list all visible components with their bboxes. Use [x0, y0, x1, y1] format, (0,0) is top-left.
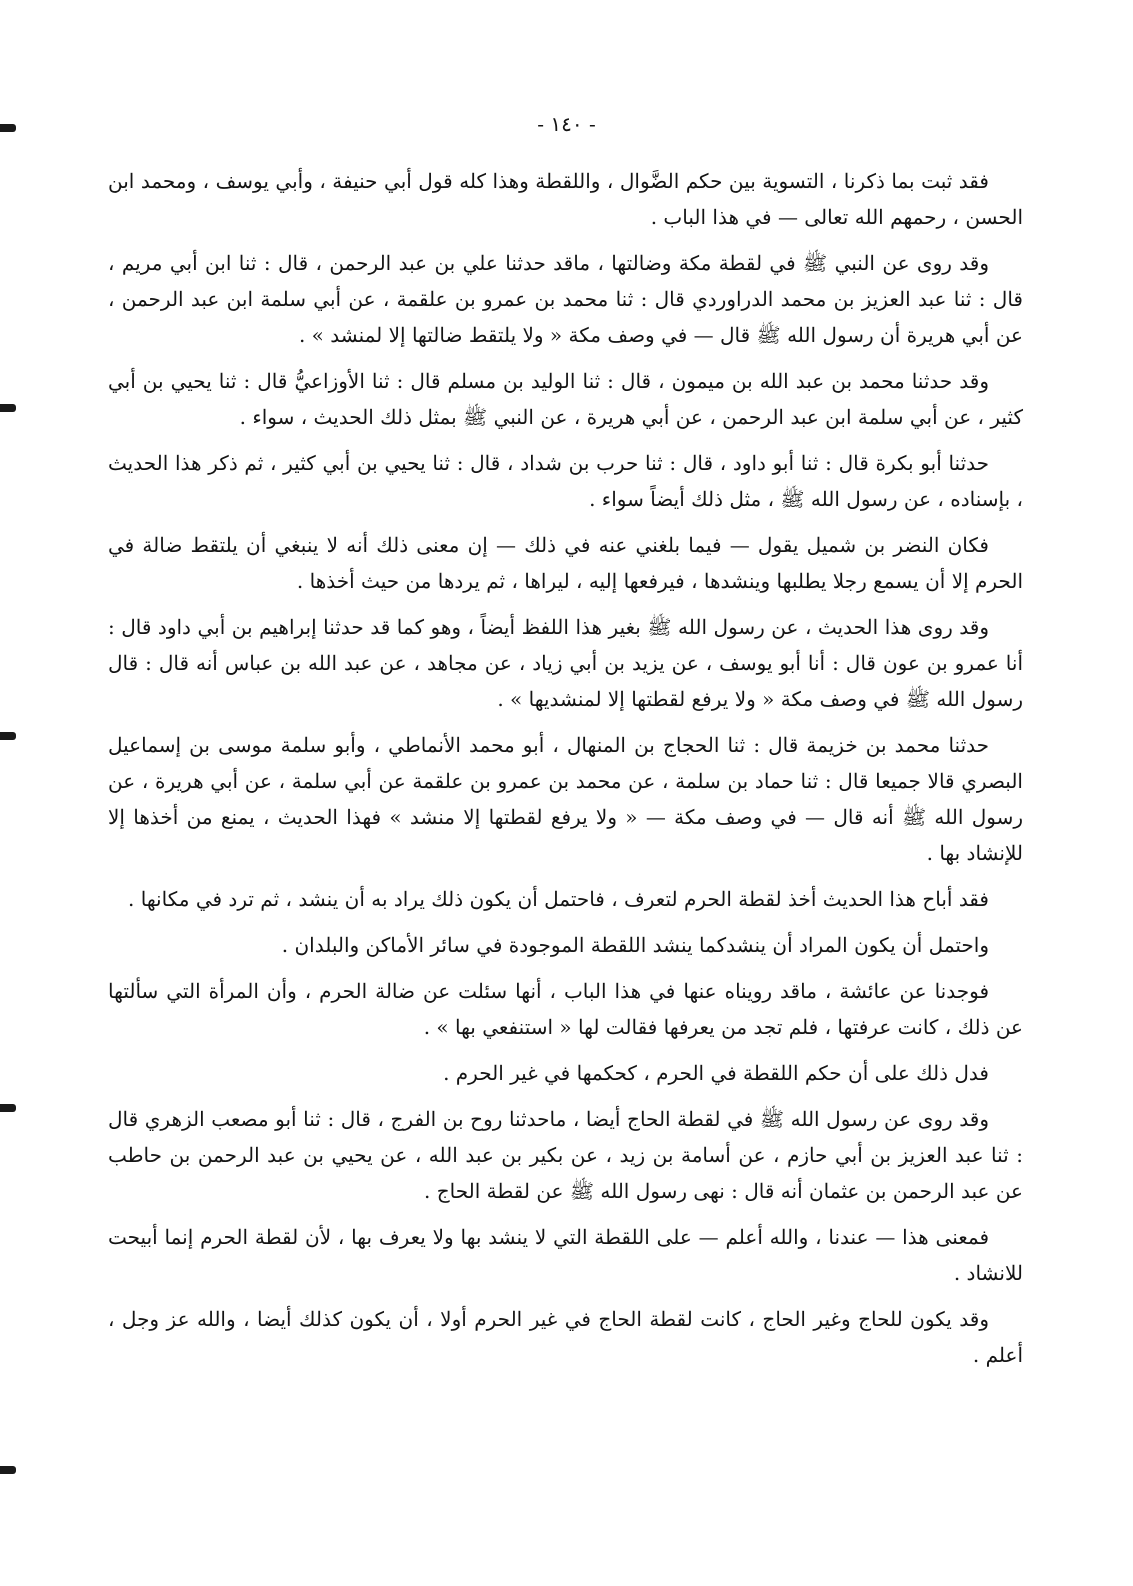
paragraph: فدل ذلك على أن حكم اللقطة في الحرم ، كحكمها في غير الحرم .	[443, 1061, 989, 1085]
text-block	[108, 163, 1023, 1383]
page-number: - ١٤٠ -	[537, 112, 596, 136]
paragraph: وقد روى عن رسول الله ﷺ في لقطة الحاج أيضا ، ماحدثنا روح بن الفرج ، قال : ثنا أبو مصعب الزهري قال : ثنا عبد العزيز بن أبي حازم ، عن أسامة بن زيد ، عن بكير بن عبد الله ، عن يحيي بن عبد الرحمن بن حاطب عن عبد الرحمن بن عثمان أنه قال : نهى رسول الله ﷺ عن لقطة الحاج .	[108, 1107, 1023, 1203]
paragraph: فقد ثبت بما ذكرنا ، التسوية بين حكم الضَّوال ، واللقطة وهذا كله قول أبي حنيفة ، وأبي يوسف ، ومحمد ابن الحسن ، رحمهم الله تعالى — في هذا الباب .	[108, 169, 1023, 229]
paragraph: فمعنى هذا — عندنا ، والله أعلم — على اللقطة التي لا ينشد بها ولا يعرف بها ، لأن لقطة الحرم إنما أبيحت للانشاد .	[108, 1225, 1023, 1285]
paragraph: وقد روى هذا الحديث ، عن رسول الله ﷺ بغير هذا اللفظ أيضاً ، وهو كما قد حدثنا إبراهيم بن أبي داود قال : أنا عمرو بن عون قال : أنا أبو يوسف ، عن يزيد بن أبي زياد ، عن مجاهد ، عن عبد الله بن عباس أنه قال : قال رسول الله ﷺ في وصف مكة « ولا يرفع لقطتها إلا لمنشديها » .	[108, 615, 1024, 711]
margin-mark	[0, 404, 16, 412]
margin-mark	[0, 732, 16, 740]
paragraph: فقد أباح هذا الحديث أخذ لقطة الحرم لتعرف ، فاحتمل أن يكون ذلك يراد به أن ينشد ، ثم ترد في مكانها .	[128, 887, 989, 911]
paragraph: وقد يكون للحاج وغير الحاج ، كانت لقطة الحاج في غير الحرم أولا ، أن يكون كذلك أيضا ، والله عز وجل ، أعلم .	[108, 1307, 1023, 1367]
paragraph: فكان النضر بن شميل يقول — فيما بلغني عنه في ذلك — إن معنى ذلك أنه لا ينبغي أن يلتقط ضالة في الحرم إلا أن يسمع رجلا يطلبها وينشدها ، فيرفعها إليه ، ليراها ، ثم يردها من حيث أخذها .	[108, 533, 1023, 593]
paragraph: فوجدنا عن عائشة ، ماقد رويناه عنها في هذا الباب ، أنها سئلت عن ضالة الحرم ، وأن المرأة التي سألتها عن ذلك ، كانت عرفتها ، فلم تجد من يعرفها فقالت لها « استنفعي بها » .	[108, 979, 1023, 1039]
paragraph: واحتمل أن يكون المراد أن ينشدكما ينشد اللقطة الموجودة في سائر الأماكن والبلدان .	[281, 933, 989, 957]
margin-mark	[0, 1466, 16, 1474]
paragraph: حدثنا محمد بن خزيمة قال : ثنا الحجاج بن المنهال ، أبو محمد الأنماطي ، وأبو سلمة موسى بن إسماعيل البصري قالا جميعا قال : ثنا حماد بن سلمة ، عن محمد بن عمرو بن علقمة عن أبي سلمة ، عن أبي هريرة ، عن رسول الله ﷺ أنه قال — في وصف مكة — « ولا يرفع لقطتها إلا منشد » فهذا الحديث ، يمنع من أخذها إلا للإنشاد بها .	[108, 733, 1023, 865]
margin-mark	[0, 124, 16, 132]
margin-mark	[0, 1104, 16, 1112]
paragraph: وقد روى عن النبي ﷺ في لقطة مكة وضالتها ، ماقد حدثنا علي بن عبد الرحمن ، قال : ثنا ابن أبي مريم ، قال : ثنا عبد العزيز بن محمد الدراوردي قال : ثنا محمد بن عمرو بن علقمة ، عن أبي سلمة ابن عبد الرحمن ، عن أبي هريرة أن رسول الله ﷺ قال — في وصف مكة « ولا يلتقط ضالتها إلا لمنشد » .	[108, 251, 1023, 347]
paragraph: وقد حدثنا محمد بن عبد الله بن ميمون ، قال : ثنا الوليد بن مسلم قال : ثنا الأوزاعيُّ قال : ثنا يحيي بن أبي كثير ، عن أبي سلمة ابن عبد الرحمن ، عن أبي هريرة ، عن النبي ﷺ بمثل ذلك الحديث ، سواء .	[108, 369, 1023, 429]
paragraph: حدثنا أبو بكرة قال : ثنا أبو داود ، قال : ثنا حرب بن شداد ، قال : ثنا يحيي بن أبي كثير ، ثم ذكر هذا الحديث ، بإسناده ، عن رسول الله ﷺ ، مثل ذلك أيضاً سواء .	[108, 451, 1023, 511]
